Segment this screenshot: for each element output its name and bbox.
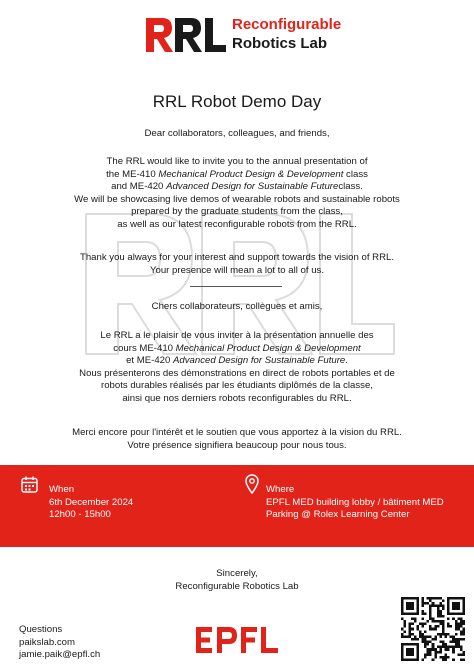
- french-line-3: et ME-420 Advanced Design for Sustainable Future.: [126, 355, 348, 367]
- event-date: 6th December 2024: [49, 496, 134, 508]
- event-location-1: EPFL MED building lobby / bâtiment MED: [266, 496, 444, 508]
- epfl-logo: [196, 625, 280, 655]
- french-line-6: ainsi que nos derniers robots reconfigurables du RRL.: [122, 392, 352, 404]
- website-link[interactable]: paikslab.com: [19, 636, 75, 648]
- event-when: [49, 484, 133, 522]
- english-thanks: Thank you always for your interest and support towards the vision of RRL. Your presence will mean a lot to all of us.: [79, 252, 395, 276]
- closing-line-2: Reconfigurable Robotics Lab: [175, 580, 299, 592]
- english-line-6: as well as our latest reconfigurable robots from the RRL.: [117, 218, 357, 230]
- english-line-5: prepared by the graduate students from the class,: [131, 206, 343, 218]
- english-line-2: the ME-410 Mechanical Product Design & Development class: [106, 168, 368, 180]
- french-greeting: Chers collaborateurs, collègues et amis,: [151, 301, 323, 312]
- when-label: When: [49, 484, 75, 495]
- french-thanks: Merci encore pour l'intérêt et le soutien que vous apportez à la vision du RRL. Votre présence signifiera beaucoup pour nous tous.: [72, 427, 402, 451]
- event-location-2: Parking @ Rolex Learning Center: [266, 509, 410, 521]
- questions-label: Questions: [19, 624, 63, 635]
- page-title: RRL Robot Demo Day: [152, 92, 322, 111]
- qr-code[interactable]: [401, 597, 465, 661]
- rrl-logo-mark: [144, 14, 228, 54]
- event-details-band: [0, 465, 474, 547]
- french-line-4: Nous présenterons des démonstrations en direct de robots portables et de: [79, 367, 395, 379]
- location-pin-icon: [245, 474, 259, 494]
- french-line-1: Le RRL a le plaisir de vous inviter à la présentation annuelle des: [100, 330, 374, 341]
- logo-wordmark: [232, 15, 392, 53]
- calendar-icon: [21, 476, 38, 493]
- closing: [0, 568, 474, 593]
- section-divider: [190, 286, 282, 287]
- contact-info: [19, 624, 100, 662]
- english-body: [0, 156, 474, 232]
- logo-line-1: Reconfigurable: [232, 16, 342, 33]
- logo-line-2: Robotics Lab: [232, 35, 328, 52]
- french-line-5: robots durables réalisés par les étudiants diplômés de la classe,: [101, 380, 373, 392]
- french-body: [0, 330, 474, 406]
- email-link[interactable]: jamie.paik@epfl.ch: [19, 649, 101, 661]
- english-greeting: Dear collaborators, colleagues, and friends,: [144, 128, 330, 139]
- closing-line-1: Sincerely,: [216, 568, 258, 579]
- english-line-3: and ME-420 Advanced Design for Sustainable Futureclass.: [111, 181, 363, 193]
- english-line-4: We will be showcasing live demos of wearable robots and sustainable robots: [74, 193, 400, 205]
- event-where: [266, 484, 444, 522]
- where-label: Where: [266, 484, 295, 495]
- french-line-2: cours ME-410 Mechanical Product Design & Development: [113, 342, 361, 354]
- event-time: 12h00 - 15h00: [49, 509, 111, 521]
- english-line-1: The RRL would like to invite you to the annual presentation of: [106, 156, 368, 167]
